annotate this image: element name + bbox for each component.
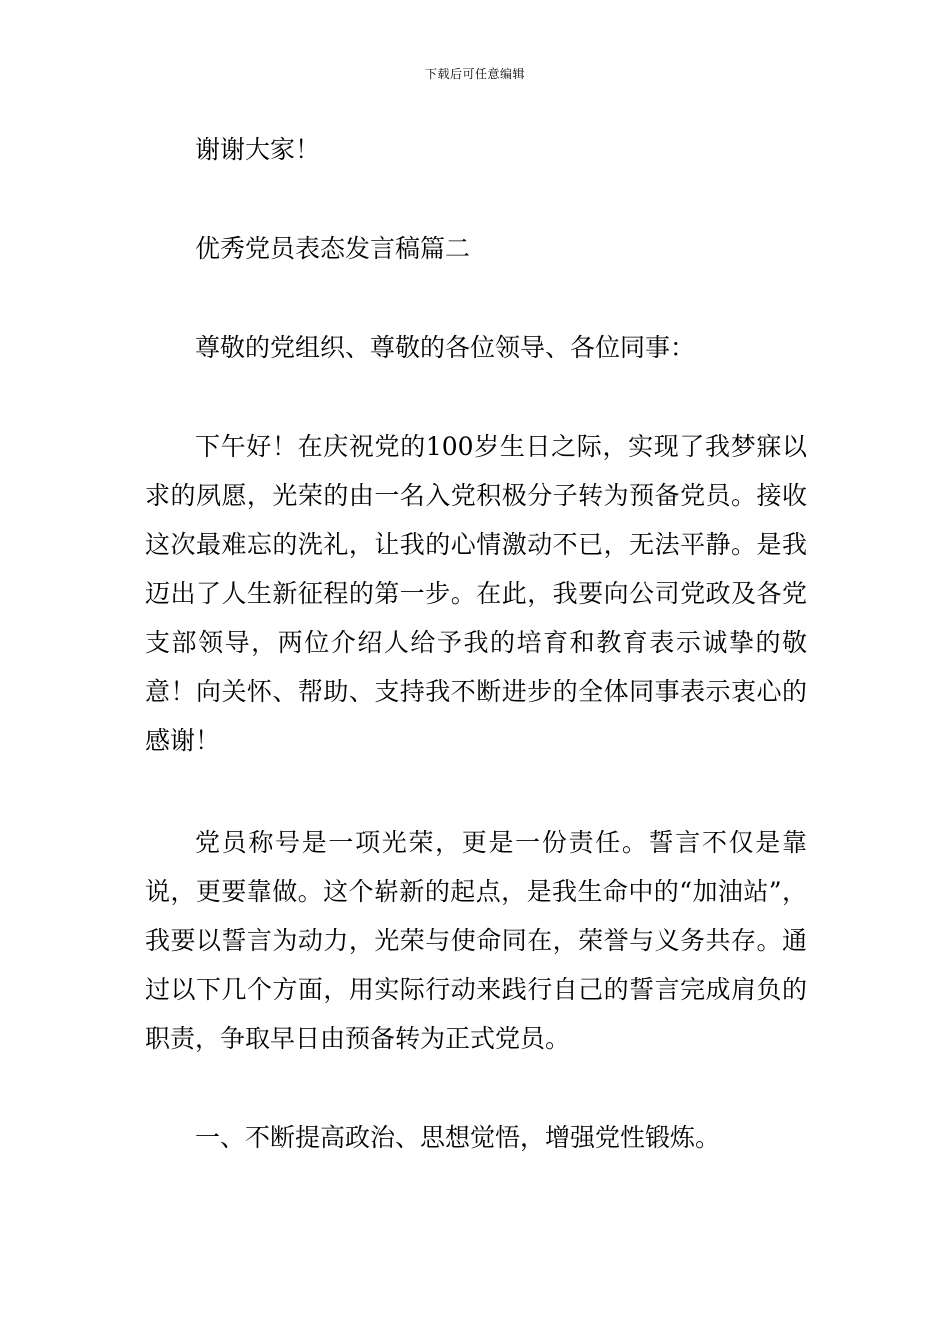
point-heading-1: 一、不断提高政治、思想觉悟，增强党性锻炼。: [195, 1123, 721, 1152]
section-title: 优秀党员表态发言稿篇二: [195, 234, 471, 263]
page-header-note: 下载后可任意编辑: [424, 67, 525, 81]
paragraph-spacer: [145, 174, 807, 224]
salutation: 尊敬的党组织、尊敬的各位领导、各位同事：: [195, 333, 696, 362]
closing-line: 谢谢大家！: [195, 135, 321, 164]
document-body: [145, 125, 807, 1162]
paragraph-spacer: [145, 1063, 807, 1113]
paragraph-spacer: [145, 273, 807, 323]
paragraph-spacer: [145, 765, 807, 818]
body-paragraph-1: 下午好！在庆祝党的100岁生日之际，实现了我梦寐以求的夙愿，光荣的由一名入党积极分子转为预备党员。接收这次最难忘的洗礼，让我的心情激动不已，无法平静。是我迈出了人生新征程的第一步。在此，我要向公司党政及各党支部领导，两位介绍人给予我的培育和教育表示诚挚的敬意！向关怀、帮助、支持我不断进步的全体同事表示衷心的感谢！: [145, 432, 807, 755]
paragraph-spacer: [145, 372, 807, 422]
body-paragraph-2: 党员称号是一项光荣，更是一份责任。誓言不仅是靠说，更要靠做。这个崭新的起点，是我生命中的“加油站”，我要以誓言为动力，光荣与使命同在，荣誉与义务共存。通过以下几个方面，用实际行动来践行自己的誓言完成肩负的职责，争取早日由预备转为正式党员。: [145, 828, 807, 1053]
